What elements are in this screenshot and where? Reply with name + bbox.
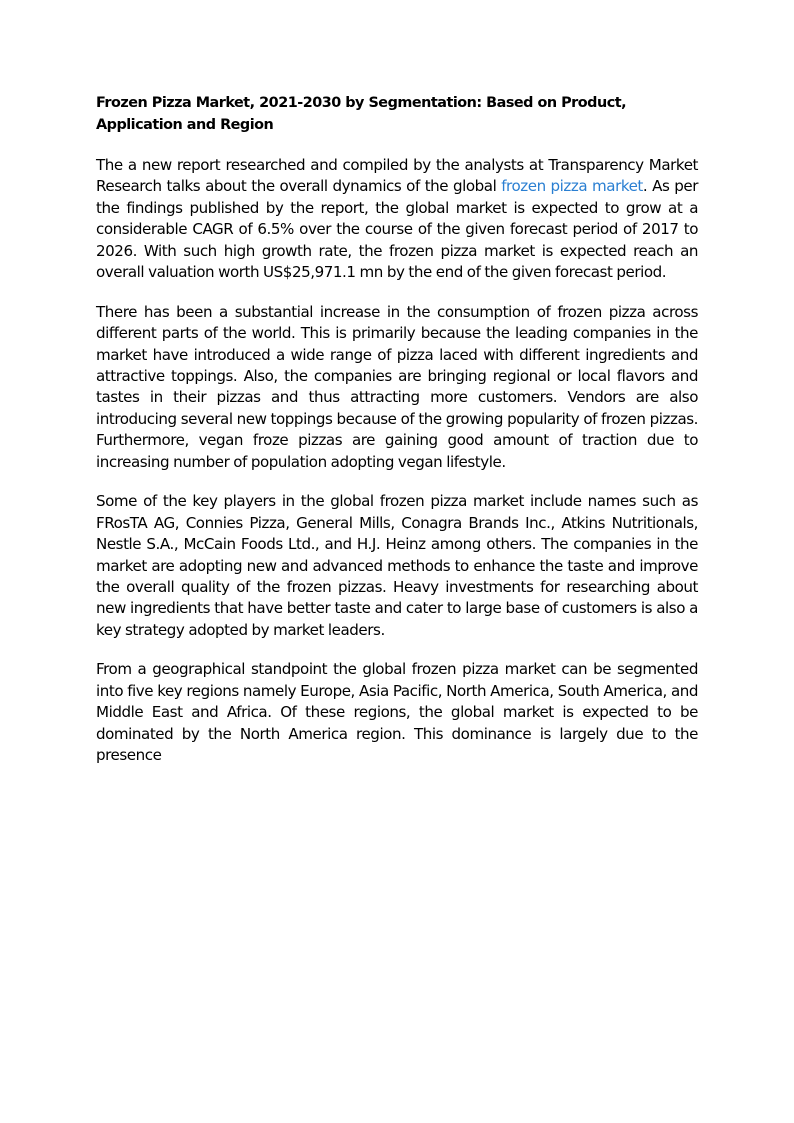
paragraph-key-players: Some of the key players in the global frozen pizza market include names such as FRosTA AG, Connies Pizza, General Mills, Conagra Brands Inc., Atkins Nutritionals, Nestle S.A., McCain Foods Ltd., and H.J. Heinz among others. The companies in the market are adopting new and advanced methods to enhance the taste and improve the overall quality of the frozen pizzas. Heavy investments for researching about new ingredients that have better taste and cater to large base of customers is also a key strategy adopted by market leaders. <box>96 492 698 639</box>
paragraph-consumption: There has been a substantial increase in the consumption of frozen pizza across different parts of the world. This is primarily because the leading companies in the market have introduced a wide range of pizza laced with different ingredients and attractive toppings. Also, the companies are bringing regional or local flavors and tastes in their pizzas and thus attracting more customers. Vendors are also introducing several new toppings because of the growing popularity of frozen pizzas. Furthermore, vegan froze pizzas are gaining good amount of traction due to increasing number of population adopting vegan lifestyle. <box>96 302 698 471</box>
paragraph-intro-start: The a new report researched and compiled by the analysts at Transparency Market Research talks about the overall dynamics of the global <box>96 156 698 196</box>
document-title: Frozen Pizza Market, 2021-2030 by Segmentation: Based on Product, Application and Region <box>96 95 627 133</box>
paragraph-intro <box>96 155 698 283</box>
document-page <box>96 92 698 785</box>
frozen-pizza-market-link[interactable]: frozen pizza market <box>501 177 643 196</box>
paragraph-intro-end: . As per the findings published by the report, the global market is expected to grow at a considerable CAGR of 6.5% over the course of the given forecast period of 2017 to 2026. With such high growth rate, the frozen pizza market is expected reach an overall valuation worth US$25,971.1 mn by the end of the given forecast period. <box>96 177 698 282</box>
paragraph-geography: From a geographical standpoint the global frozen pizza market can be segmented into five key regions namely Europe, Asia Pacific, North America, South America, and Middle East and Africa. Of these regions, the global market is expected to be dominated by the North America region. This dominance is largely due to the presence <box>96 660 698 765</box>
